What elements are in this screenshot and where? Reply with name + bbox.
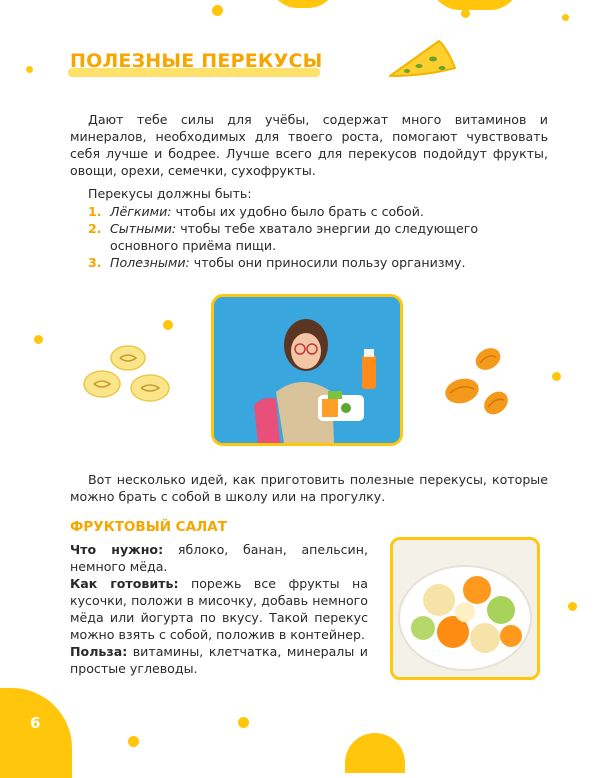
decor-dot (562, 14, 569, 21)
decor-dot (128, 736, 139, 747)
top-yellow-blob (268, 0, 338, 8)
benefit-label: Польза: (70, 644, 128, 659)
needs-text: яблоко, банан, апельсин, немного мёда. (70, 542, 368, 574)
dried-apricot-icon (440, 345, 520, 420)
recipe-benefit (70, 643, 368, 677)
list-term: Лёгкими: (110, 204, 172, 219)
fruit-salad-photo (390, 537, 540, 680)
cheese-slice-icon (385, 38, 465, 88)
benefit-text: витамины, клетчатка, минералы и простые углеводы. (70, 644, 368, 676)
page-title: ПОЛЕЗНЫЕ ПЕРЕКУСЫ (70, 50, 323, 72)
howto-label: Как готовить: (70, 576, 179, 591)
list-item (88, 254, 548, 271)
recipe-needs (70, 541, 368, 575)
decor-dot (26, 66, 33, 73)
list-item (88, 220, 548, 254)
list-term: Полезными: (110, 255, 190, 270)
bottom-yellow-blob (345, 733, 405, 773)
banana-chips-icon (78, 342, 178, 412)
list-item (88, 203, 548, 220)
decor-dot (238, 717, 249, 728)
recipe-body (70, 541, 368, 677)
decor-dot (212, 5, 223, 16)
top-right-yellow-blob (430, 0, 520, 10)
needs-label: Что нужно: (70, 542, 164, 557)
list-text: чтобы они приносили пользу организму. (189, 255, 466, 270)
recipe-title: ФРУКТОВЫЙ САЛАТ (70, 519, 227, 535)
howto-text: порежь все фрукты на кусочки, положи в мисочку, добавь немного мёда или йогурта по вкусу. Такой перекус можно взять с собой, положив в контейнер. (70, 576, 369, 642)
decor-dot (461, 9, 470, 18)
decor-dot (552, 372, 561, 381)
list-number: 3. (88, 255, 102, 270)
intro-paragraph: Дают тебе силы для учёбы, содержат много витаминов и минералов, необходимых для твоего роста, помогают чувствовать себя лучше и бодрее. Лучше всего для перекусов подойдут фрукты, овощи, орехи, семечки, сухофрукты. (70, 112, 548, 178)
page-corner-blob (0, 688, 72, 778)
requirements-lead: Перекусы должны быть: (88, 186, 252, 201)
decor-dot (568, 602, 577, 611)
recipe-howto (70, 575, 368, 643)
decor-dot (34, 335, 43, 344)
girl-with-lunchbox-photo (211, 294, 403, 446)
requirements-list (88, 203, 548, 271)
list-number: 2. (88, 221, 102, 236)
title-block (70, 50, 323, 72)
list-text: чтобы их удобно было брать с собой. (171, 204, 424, 219)
list-text: чтобы тебе хватало энергии до следующего основного приёма пищи. (110, 221, 479, 253)
page-number: 6 (30, 714, 41, 732)
list-term: Сытными: (110, 221, 177, 236)
list-number: 1. (88, 204, 102, 219)
decor-dot (163, 320, 173, 330)
ideas-paragraph: Вот несколько идей, как приготовить полезные перекусы, которые можно брать с собой в школу или на прогулку. (70, 472, 548, 504)
